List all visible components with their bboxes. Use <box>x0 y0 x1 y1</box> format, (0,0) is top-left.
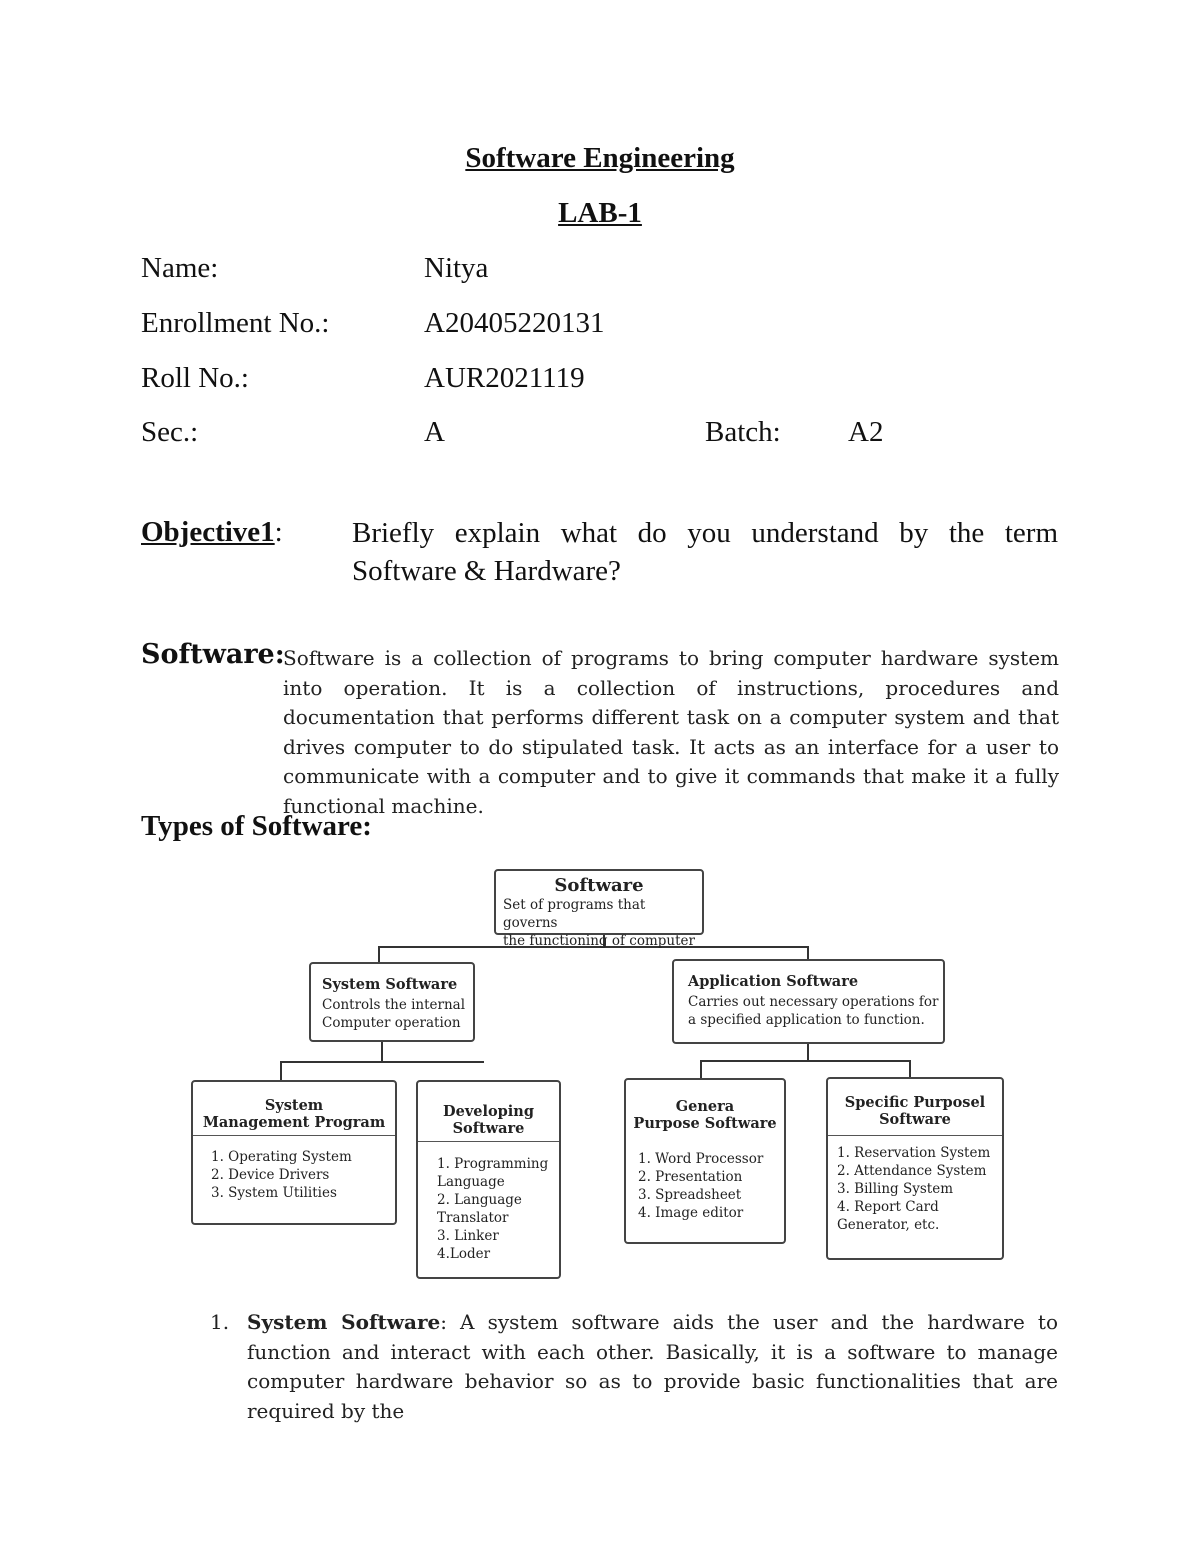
system-software-desc-line1: Controls the internal <box>322 997 466 1013</box>
section-value: A <box>424 416 445 448</box>
connector <box>700 1060 910 1062</box>
root-desc-line1: Set of programs that governs <box>503 897 646 931</box>
system-software-desc-line2: Computer operation <box>322 1015 461 1031</box>
developing-software-title-line2: Software <box>452 1120 525 1137</box>
types-heading: Types of Software: <box>141 810 372 842</box>
list-item: 4.Loder <box>437 1246 491 1262</box>
document-title: Software Engineering <box>465 142 735 174</box>
section-label: Sec.: <box>141 416 199 448</box>
list-number: 1. <box>210 1310 230 1334</box>
connector <box>807 946 809 960</box>
enrollment-label: Enrollment No.: <box>141 307 330 339</box>
list-item: 2. Attendance System <box>837 1163 987 1179</box>
developing-software-title-line1: Developing <box>443 1103 534 1120</box>
list-item: 4. Report Card <box>837 1199 939 1215</box>
roll-label: Roll No.: <box>141 362 249 394</box>
list-item: 2. Language <box>437 1192 522 1208</box>
list-item: 1. Programming <box>437 1156 549 1172</box>
list-term: System Software <box>247 1310 441 1334</box>
list-text: : A system software aids the user and the hardware to function and interact with each other. Basically, it is a software to manage computer hardware behavior so as to provide basic functionalities that are required by the <box>247 1310 1058 1423</box>
general-purpose-title-line1: Genera <box>675 1098 735 1115</box>
connector <box>378 946 380 962</box>
specific-purpose-title-line2: Software <box>879 1111 951 1128</box>
objective-label: Objective1 <box>141 516 275 548</box>
list-item: 3. Billing System <box>837 1181 954 1197</box>
general-purpose-title-line2: Purpose Software <box>633 1115 777 1132</box>
name-value: Nitya <box>424 252 489 284</box>
objective-heading <box>141 516 283 549</box>
root-desc-line2: the functioning of computer <box>503 933 695 949</box>
list-item: 1. Reservation System <box>837 1145 991 1161</box>
system-software-box <box>309 962 475 1042</box>
connector <box>909 1060 911 1078</box>
system-management-title-line2: Management Program <box>202 1114 386 1131</box>
general-purpose-box <box>624 1078 786 1244</box>
application-software-desc-line1: Carries out necessary operations for <box>688 994 939 1010</box>
system-management-box <box>191 1080 397 1225</box>
connector <box>280 1061 484 1063</box>
software-label: Software: <box>141 639 285 670</box>
software-root-box <box>494 869 704 949</box>
list-item: 1. Operating System <box>211 1149 352 1165</box>
list-item: 2. Presentation <box>638 1169 743 1185</box>
system-management-title-line1: System <box>264 1097 324 1114</box>
list-item: 4. Image editor <box>638 1205 744 1221</box>
list-item: Generator, etc. <box>837 1217 940 1233</box>
developing-software-box <box>416 1080 561 1279</box>
specific-purpose-box <box>826 1077 1004 1260</box>
application-software-box <box>672 959 945 1044</box>
list-item: 2. Device Drivers <box>211 1167 330 1183</box>
software-paragraph <box>283 644 1059 821</box>
objective-colon: : <box>274 516 283 548</box>
connector <box>381 1041 383 1062</box>
system-software-title: System Software <box>322 976 458 993</box>
connector <box>700 1060 702 1078</box>
list-item-system-software <box>247 1308 1058 1426</box>
root-title: Software <box>554 875 644 896</box>
application-software-desc-line2: a specified application to function. <box>688 1012 925 1028</box>
lab-title: LAB-1 <box>558 197 642 229</box>
application-software-title: Application Software <box>688 973 859 990</box>
software-text: Software is a collection of programs to bring computer hardware system into operation. It is a collection of instructions, procedures and documentation that performs different task on a computer system and that drives computer to do stipulated task. It acts as an interface for a user to communicate with a computer and to give it commands that make it a fully functional machine. <box>283 646 1059 818</box>
batch-label: Batch: <box>705 416 781 448</box>
roll-value: AUR2021119 <box>424 362 585 394</box>
objective-text: Briefly explain what do you understand by the term Software & Hardware? <box>352 517 1058 587</box>
list-item: Language <box>437 1174 505 1190</box>
connector <box>807 1043 809 1061</box>
list-item: Translator <box>437 1210 509 1226</box>
batch-value: A2 <box>848 416 884 448</box>
list-item: 1. Word Processor <box>638 1151 764 1167</box>
specific-purpose-title-line1: Specific Purposel <box>844 1094 986 1111</box>
list-item: 3. Linker <box>437 1228 499 1244</box>
connector <box>280 1061 282 1080</box>
list-item: 3. System Utilities <box>211 1185 337 1201</box>
name-label: Name: <box>141 252 219 284</box>
list-item: 3. Spreadsheet <box>638 1187 742 1203</box>
enrollment-value: A20405220131 <box>424 307 605 339</box>
